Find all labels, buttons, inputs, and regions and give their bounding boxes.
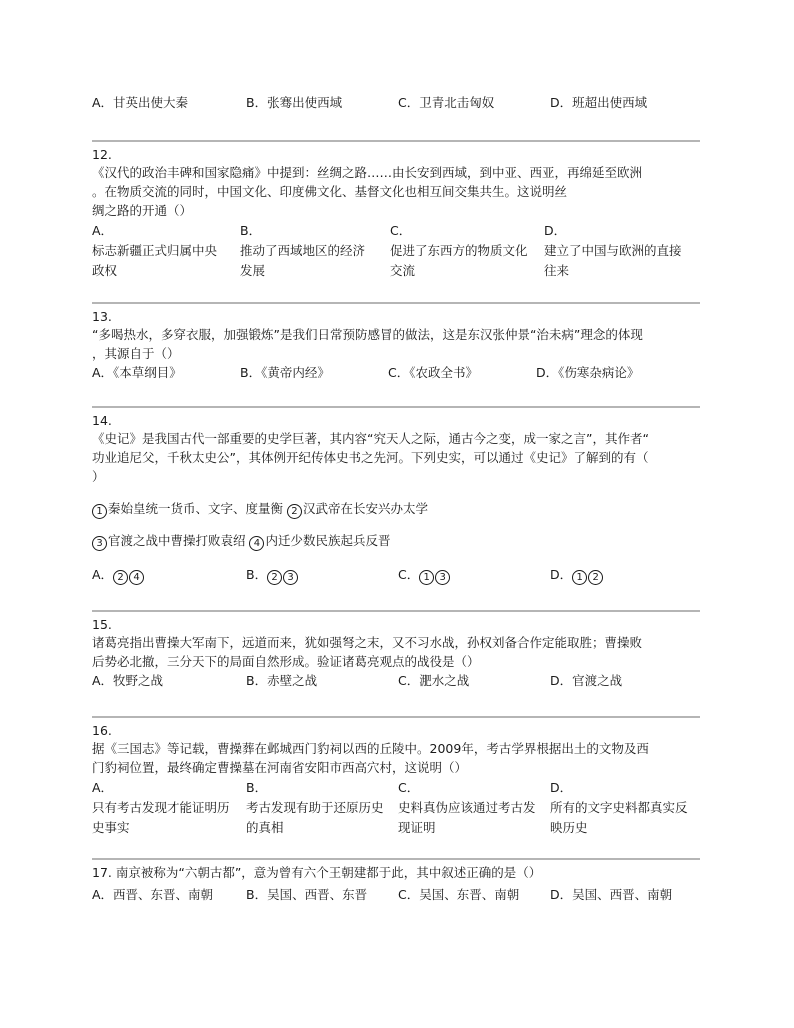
q13-option-c[interactable]: C．《农政全书》 — [388, 365, 478, 380]
circled-number: 2 — [113, 570, 128, 585]
question-stem-line: 功业追尼父，千秋太史公”，其体例开纪传体史书之先河。下列史实，可以通过《史记》了解到的有（ — [92, 450, 649, 465]
option-letter: B． — [240, 223, 262, 238]
circled-number: 2 — [267, 570, 282, 585]
question-stem-line: ，其源自于（） — [92, 346, 180, 361]
q12-option-b[interactable] — [240, 221, 365, 281]
divider — [92, 610, 700, 612]
option-text-line: 促进了东西方的物质文化 — [390, 243, 528, 258]
q16-option-b[interactable] — [246, 778, 384, 838]
question-stem-line: ） — [92, 469, 105, 484]
option-text-line: 标志新疆正式归属中央 — [92, 243, 218, 258]
q17-option-a[interactable]: A．西晋、东晋、南朝 — [92, 887, 214, 902]
option-letter: C． — [398, 780, 420, 795]
q14-option-d[interactable] — [550, 566, 604, 585]
option-letter: A． — [92, 223, 114, 238]
option-text-line: 考古发现有助于还原历史 — [246, 800, 384, 815]
question-stem-line: 17. 南京被称为“六朝古都”，意为曾有六个王朝建都于此，其中叙述正确的是（） — [92, 865, 542, 880]
q14-item-row — [92, 500, 428, 519]
q11-option-a[interactable]: A．甘英出使大秦 — [92, 95, 189, 110]
circled-number: 4 — [129, 570, 144, 585]
q13-option-a[interactable]: A．《本草纲目》 — [92, 365, 182, 380]
option-text-line: 推动了西域地区的经济 — [240, 243, 366, 258]
q15-option-b[interactable]: B．赤壁之战 — [246, 673, 318, 688]
option-text-line: 所有的文字史料都真实反 — [550, 800, 688, 815]
q14-item-text: 官渡之战中曹操打败袁绍 — [108, 533, 250, 548]
option-text-line: 政权 — [92, 263, 118, 278]
q11-option-d[interactable]: D．班超出使西域 — [550, 95, 648, 110]
question-stem-line: “多喝热水，多穿衣服，加强锻炼”是我们日常预防感冒的做法，这是东汉张仲景“治未病”理念的体现 — [92, 327, 643, 342]
option-text-line: 史事实 — [92, 820, 130, 835]
divider — [92, 406, 700, 408]
question-stem-line: 绸之路的开通（） — [92, 203, 193, 218]
question-number: 15. — [92, 617, 112, 632]
q15-option-d[interactable]: D．官渡之战 — [550, 673, 623, 688]
q14-item-text: 内迁少数民族起兵反晋 — [265, 533, 391, 548]
q15-option-c[interactable]: C．淝水之战 — [398, 673, 470, 688]
option-letter: D． — [544, 223, 567, 238]
option-letter: C． — [390, 223, 412, 238]
question-number: 13. — [92, 309, 112, 324]
divider — [92, 302, 700, 304]
option-text-line: 建立了中国与欧洲的直接 — [544, 243, 682, 258]
q14-option-c[interactable] — [398, 566, 451, 585]
question-stem-line: 后势必北撤，三分天下的局面自然形成。验证诸葛亮观点的战役是（） — [92, 654, 480, 669]
circled-number: 3 — [435, 570, 450, 585]
q14-option-a[interactable] — [92, 566, 145, 585]
q16-option-d[interactable] — [550, 778, 688, 838]
option-text-line: 往来 — [544, 263, 570, 278]
option-letter: D． — [550, 780, 573, 795]
q12-option-c[interactable] — [390, 221, 528, 281]
question-number: 16. — [92, 723, 112, 738]
option-letter: A． — [92, 567, 114, 582]
q14-item-text: 秦始皇统一货币、文字、度量衡 — [108, 501, 287, 516]
question-stem-line: 据《三国志》等记载，曹操葬在邺城西门豹祠以西的丘陵中。2009年，考古学界根据出土的文物及西 — [92, 741, 649, 756]
question-stem-line: 门豹祠位置，最终确定曹操墓在河南省安阳市西高穴村，这说明（） — [92, 760, 468, 775]
option-letter: B． — [246, 567, 268, 582]
circled-number: 1 — [419, 570, 434, 585]
option-text-line: 发展 — [240, 263, 266, 278]
q14-option-b[interactable] — [246, 566, 299, 585]
option-text-line: 现证明 — [398, 820, 436, 835]
question-stem-line: 《汉代的政治丰碑和国家隐痛》中提到：丝绸之路……由长安到西域，到中亚、西亚，再绵延至欧洲 — [92, 165, 643, 180]
circled-number: 1 — [92, 504, 107, 519]
question-stem-line: 诸葛亮指出曹操大军南下，远道而来，犹如强弩之末，又不习水战，孙权刘备合作定能取胜；曹操败 — [92, 635, 643, 650]
circled-number: 3 — [92, 536, 107, 551]
option-letter: C． — [398, 567, 420, 582]
circled-number: 4 — [249, 536, 264, 551]
option-text-line: 映历史 — [550, 820, 588, 835]
q15-option-a[interactable]: A．牧野之战 — [92, 673, 164, 688]
question-number: 14. — [92, 413, 112, 428]
option-text-line: 史料真伪应该通过考古发 — [398, 800, 536, 815]
q14-item-text: 汉武帝在长安兴办太学 — [302, 501, 428, 516]
q17-option-b[interactable]: B．吴国、西晋、东晋 — [246, 887, 368, 902]
q12-option-d[interactable] — [544, 221, 682, 281]
q16-option-c[interactable] — [398, 778, 536, 838]
option-letter: D． — [550, 567, 573, 582]
circled-number: 2 — [588, 570, 603, 585]
divider — [92, 858, 700, 860]
q11-option-b[interactable]: B．张骞出使西域 — [246, 95, 343, 110]
divider — [92, 716, 700, 718]
option-text-line: 的真相 — [246, 820, 284, 835]
option-text-line: 只有考古发现才能证明历 — [92, 800, 230, 815]
q17-option-c[interactable]: C．吴国、东晋、南朝 — [398, 887, 520, 902]
q14-item-row — [92, 532, 391, 551]
q16-option-a[interactable] — [92, 778, 230, 838]
option-text-line: 交流 — [390, 263, 416, 278]
q13-option-d[interactable]: D．《伤寒杂病论》 — [536, 365, 640, 380]
q12-option-a[interactable] — [92, 221, 217, 281]
question-stem-line: 《史记》是我国古代一部重要的史学巨著，其内容“究天人之际，通古今之变，成一家之言”，其作者“ — [92, 431, 649, 446]
q17-option-d[interactable]: D．吴国、西晋、南朝 — [550, 887, 673, 902]
circled-number: 1 — [572, 570, 587, 585]
option-letter: A． — [92, 780, 114, 795]
divider — [92, 140, 700, 142]
question-number: 12. — [92, 147, 112, 162]
option-letter: B． — [246, 780, 268, 795]
q11-option-c[interactable]: C．卫青北击匈奴 — [398, 95, 495, 110]
q13-option-b[interactable]: B．《黄帝内经》 — [240, 365, 330, 380]
question-stem-line: 。在物质交流的同时，中国文化、印度佛文化、基督文化也相互间交集共生。这说明丝 — [92, 184, 568, 199]
circled-number: 2 — [287, 504, 302, 519]
circled-number: 3 — [283, 570, 298, 585]
